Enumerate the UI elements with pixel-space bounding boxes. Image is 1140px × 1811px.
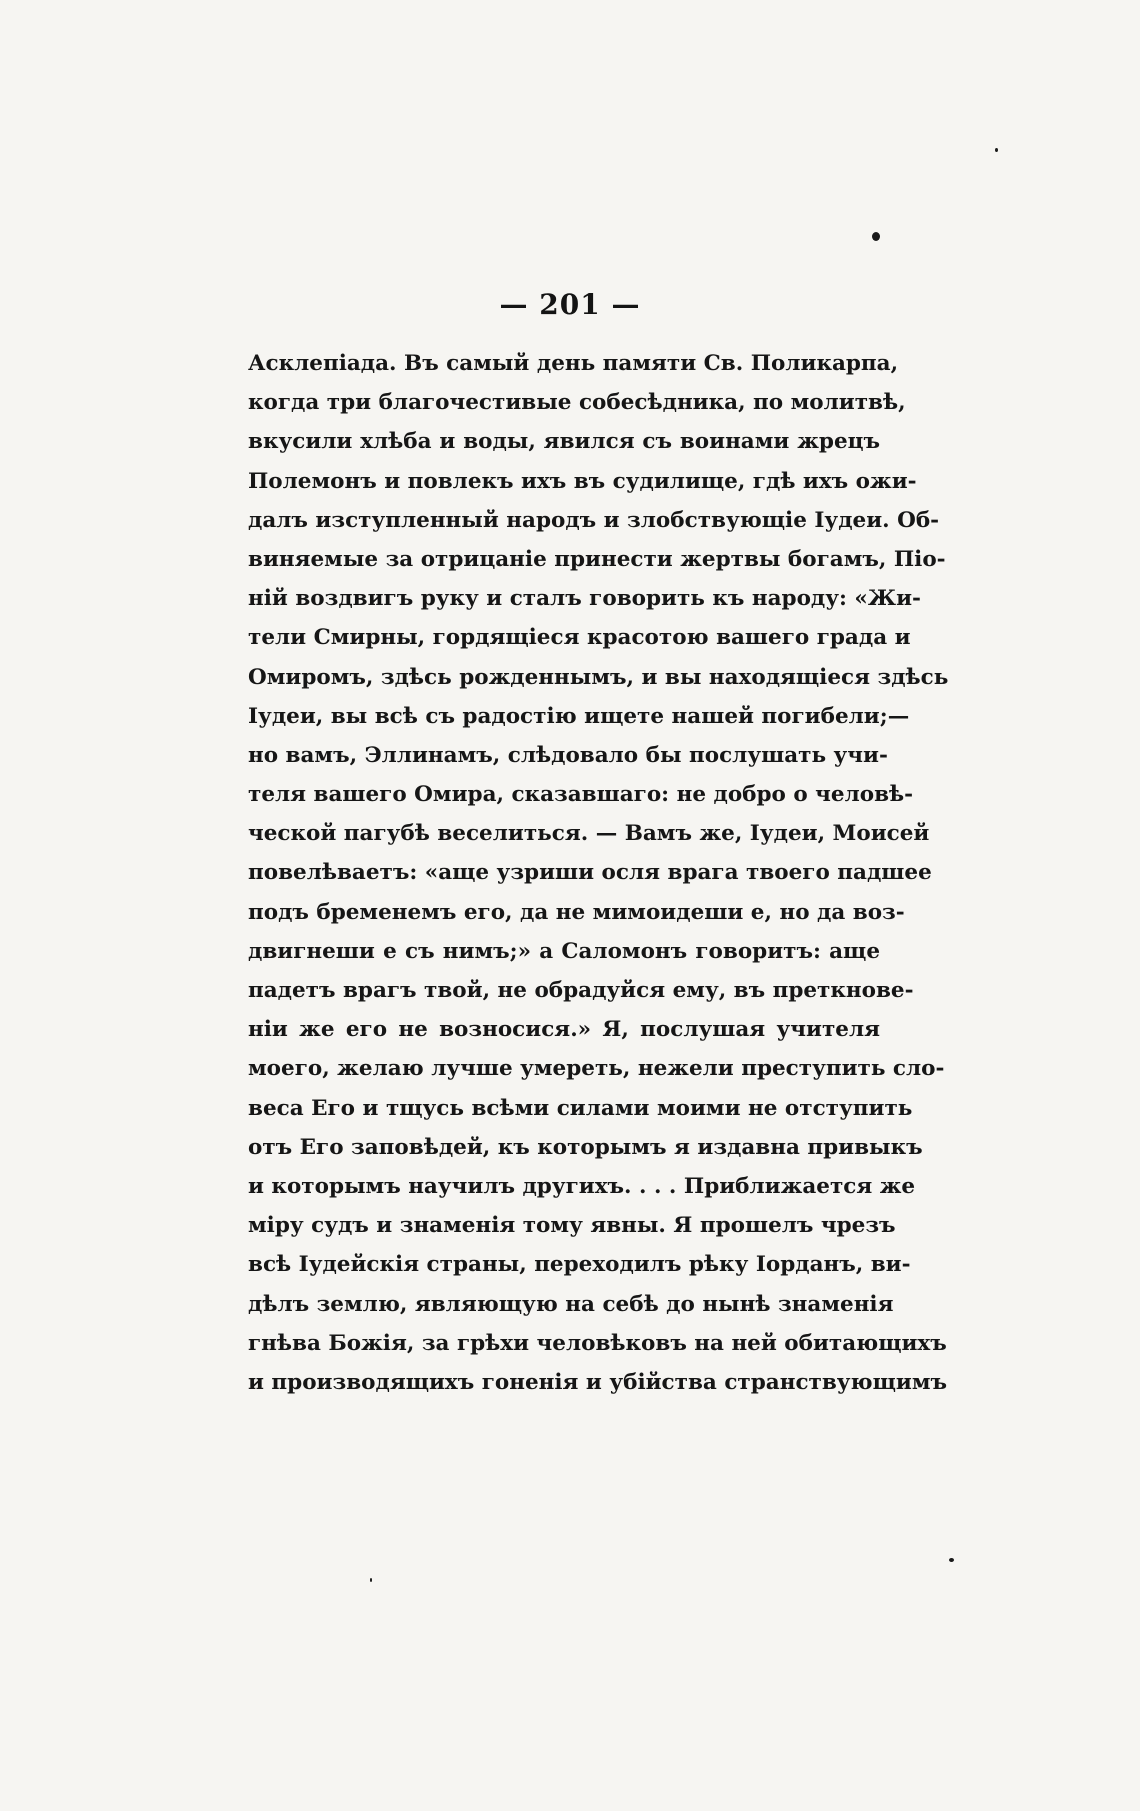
text-line: и которымъ научилъ другихъ. . . . Приближается же [248, 1173, 916, 1199]
text-line: виняемые за отрицаніе принести жертвы богамъ, Піо- [248, 546, 946, 572]
text-line: теля вашего Омира, сказавшаго: не добро о человѣ- [248, 782, 914, 808]
text-line: тели Смирны, гордящіеся красотою вашего града и [248, 625, 911, 651]
text-line: Асклепіада. Въ самый день памяти Св. Поликарпа, [248, 351, 899, 376]
text-line: падетъ врагъ твой, не обрадуйся ему, въ преткнове- [248, 978, 914, 1003]
text-line: но вамъ, Эллинамъ, слѣдовало бы послушать учи- [248, 742, 888, 768]
text-line: вкусили хлѣба и воды, явился съ воинами жрецъ [248, 429, 880, 455]
text-line: Полемонъ и повлекъ ихъ въ судилище, гдѣ ихъ ожи- [248, 468, 917, 494]
text-line: подъ бременемъ его, да не мимоидеши е, но да воз- [248, 899, 905, 925]
text-line: ніи же его не возносися.» Я, послушая учителя [248, 1017, 880, 1043]
text-line: Омиромъ, здѣсь рожденнымъ, и вы находящіеся здѣсь [248, 664, 949, 690]
text-line: ческой пагубѣ веселиться. — Вамъ же, Іудеи, Моисей [248, 821, 930, 847]
text-line: веса Его и тщусь всѣми силами моими не отступить [248, 1095, 913, 1121]
text-line: когда три благочестивые собесѣдника, по молитвѣ, [248, 390, 906, 416]
text-line: гнѣва Божія, за грѣхи человѣковъ на ней обитающихъ [248, 1330, 947, 1356]
ink-speck [872, 232, 880, 241]
text-line: дѣлъ землю, являющую на себѣ до нынѣ знаменія [248, 1291, 894, 1317]
text-line: далъ изступленный народъ и злобствующіе Іудеи. Об- [248, 507, 940, 533]
text-line: двигнеши е съ нимъ;» а Саломонъ говоритъ: аще [248, 938, 880, 964]
body-text [248, 344, 949, 1402]
text-line: повелѣваетъ: «аще узриши осля врага твоего падшее [248, 860, 932, 886]
text-line: отъ Его заповѣдей, къ которымъ я издавна привыкъ [248, 1134, 923, 1160]
text-line: Іудеи, вы всѣ съ радостію ищете нашей погибели;— [248, 703, 910, 729]
text-line: ній воздвигъ руку и сталъ говорить къ народу: «Жи- [248, 586, 921, 612]
text-line: моего, желаю лучше умереть, нежели преступить сло- [248, 1056, 945, 1082]
ink-speck [995, 148, 998, 152]
text-line: міру судъ и знаменія тому явны. Я прошелъ чрезъ [248, 1213, 896, 1239]
text-line: всѣ Іудейскія страны, переходилъ рѣку Іорданъ, ви- [248, 1252, 911, 1278]
ink-speck [949, 1558, 954, 1562]
ink-speck [370, 1578, 372, 1582]
page-number: — 201 — [499, 288, 641, 321]
text-line: и производящихъ гоненія и убійства странствующимъ [248, 1369, 947, 1395]
